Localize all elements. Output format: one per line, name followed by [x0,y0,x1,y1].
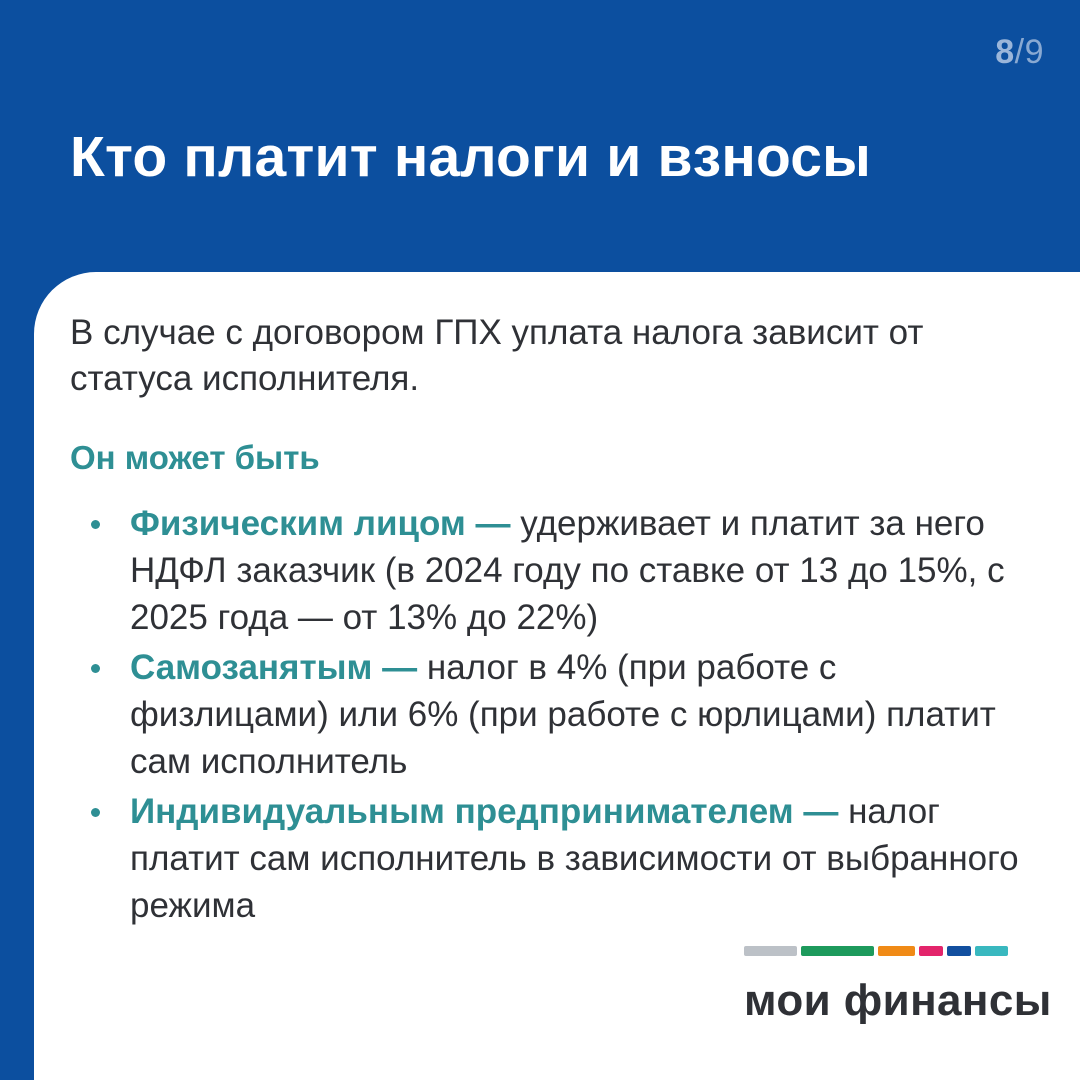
stripe-segment-gray [744,946,797,956]
intro-text: В случае с договором ГПХ уплата налога зависит от статуса исполнителя. [70,313,924,398]
status-description: налог платит сам исполнитель в зависимости от выбранного режима [130,792,1019,925]
status-list [70,500,1040,932]
brand-logo [744,946,1052,1030]
stripe-segment-orange [878,946,915,956]
page-counter-total: 9 [1024,33,1044,71]
status-item-entrepreneur [70,788,1040,929]
stripe-segment-pink [919,946,943,956]
brand-name: мои финансы [744,976,1052,1025]
stripe-segment-teal [975,946,1008,956]
bullet-dot-icon [91,664,100,673]
page-title: Кто платит налоги и взносы [70,125,872,189]
stripe-segment-green [801,946,874,956]
status-description: налог в 4% (при работе с физлицами) или 6% (при работе с юрлицами) платит сам исполнитель [130,648,996,781]
page-counter-current: 8 [995,33,1015,71]
status-term: Индивидуальным предпринимателем — [130,792,839,831]
section-heading: Он может быть [70,439,320,476]
brand-stripe [744,946,1008,956]
status-item-self-employed [70,644,1040,785]
bullet-dot-icon [91,808,100,817]
status-description: удерживает и платит за него НДФЛ заказчик (в 2024 году по ставке от 13 до 15%, с 2025 года — от 13% до 22%) [130,504,1005,637]
page-counter [995,32,1044,72]
content-card [34,272,1080,1080]
stripe-segment-blue [947,946,971,956]
status-term: Самозанятым — [130,648,418,687]
bullet-dot-icon [91,520,100,529]
page-counter-separator: / [1014,33,1025,71]
status-item-individual [70,500,1040,641]
status-term: Физическим лицом — [130,504,511,543]
